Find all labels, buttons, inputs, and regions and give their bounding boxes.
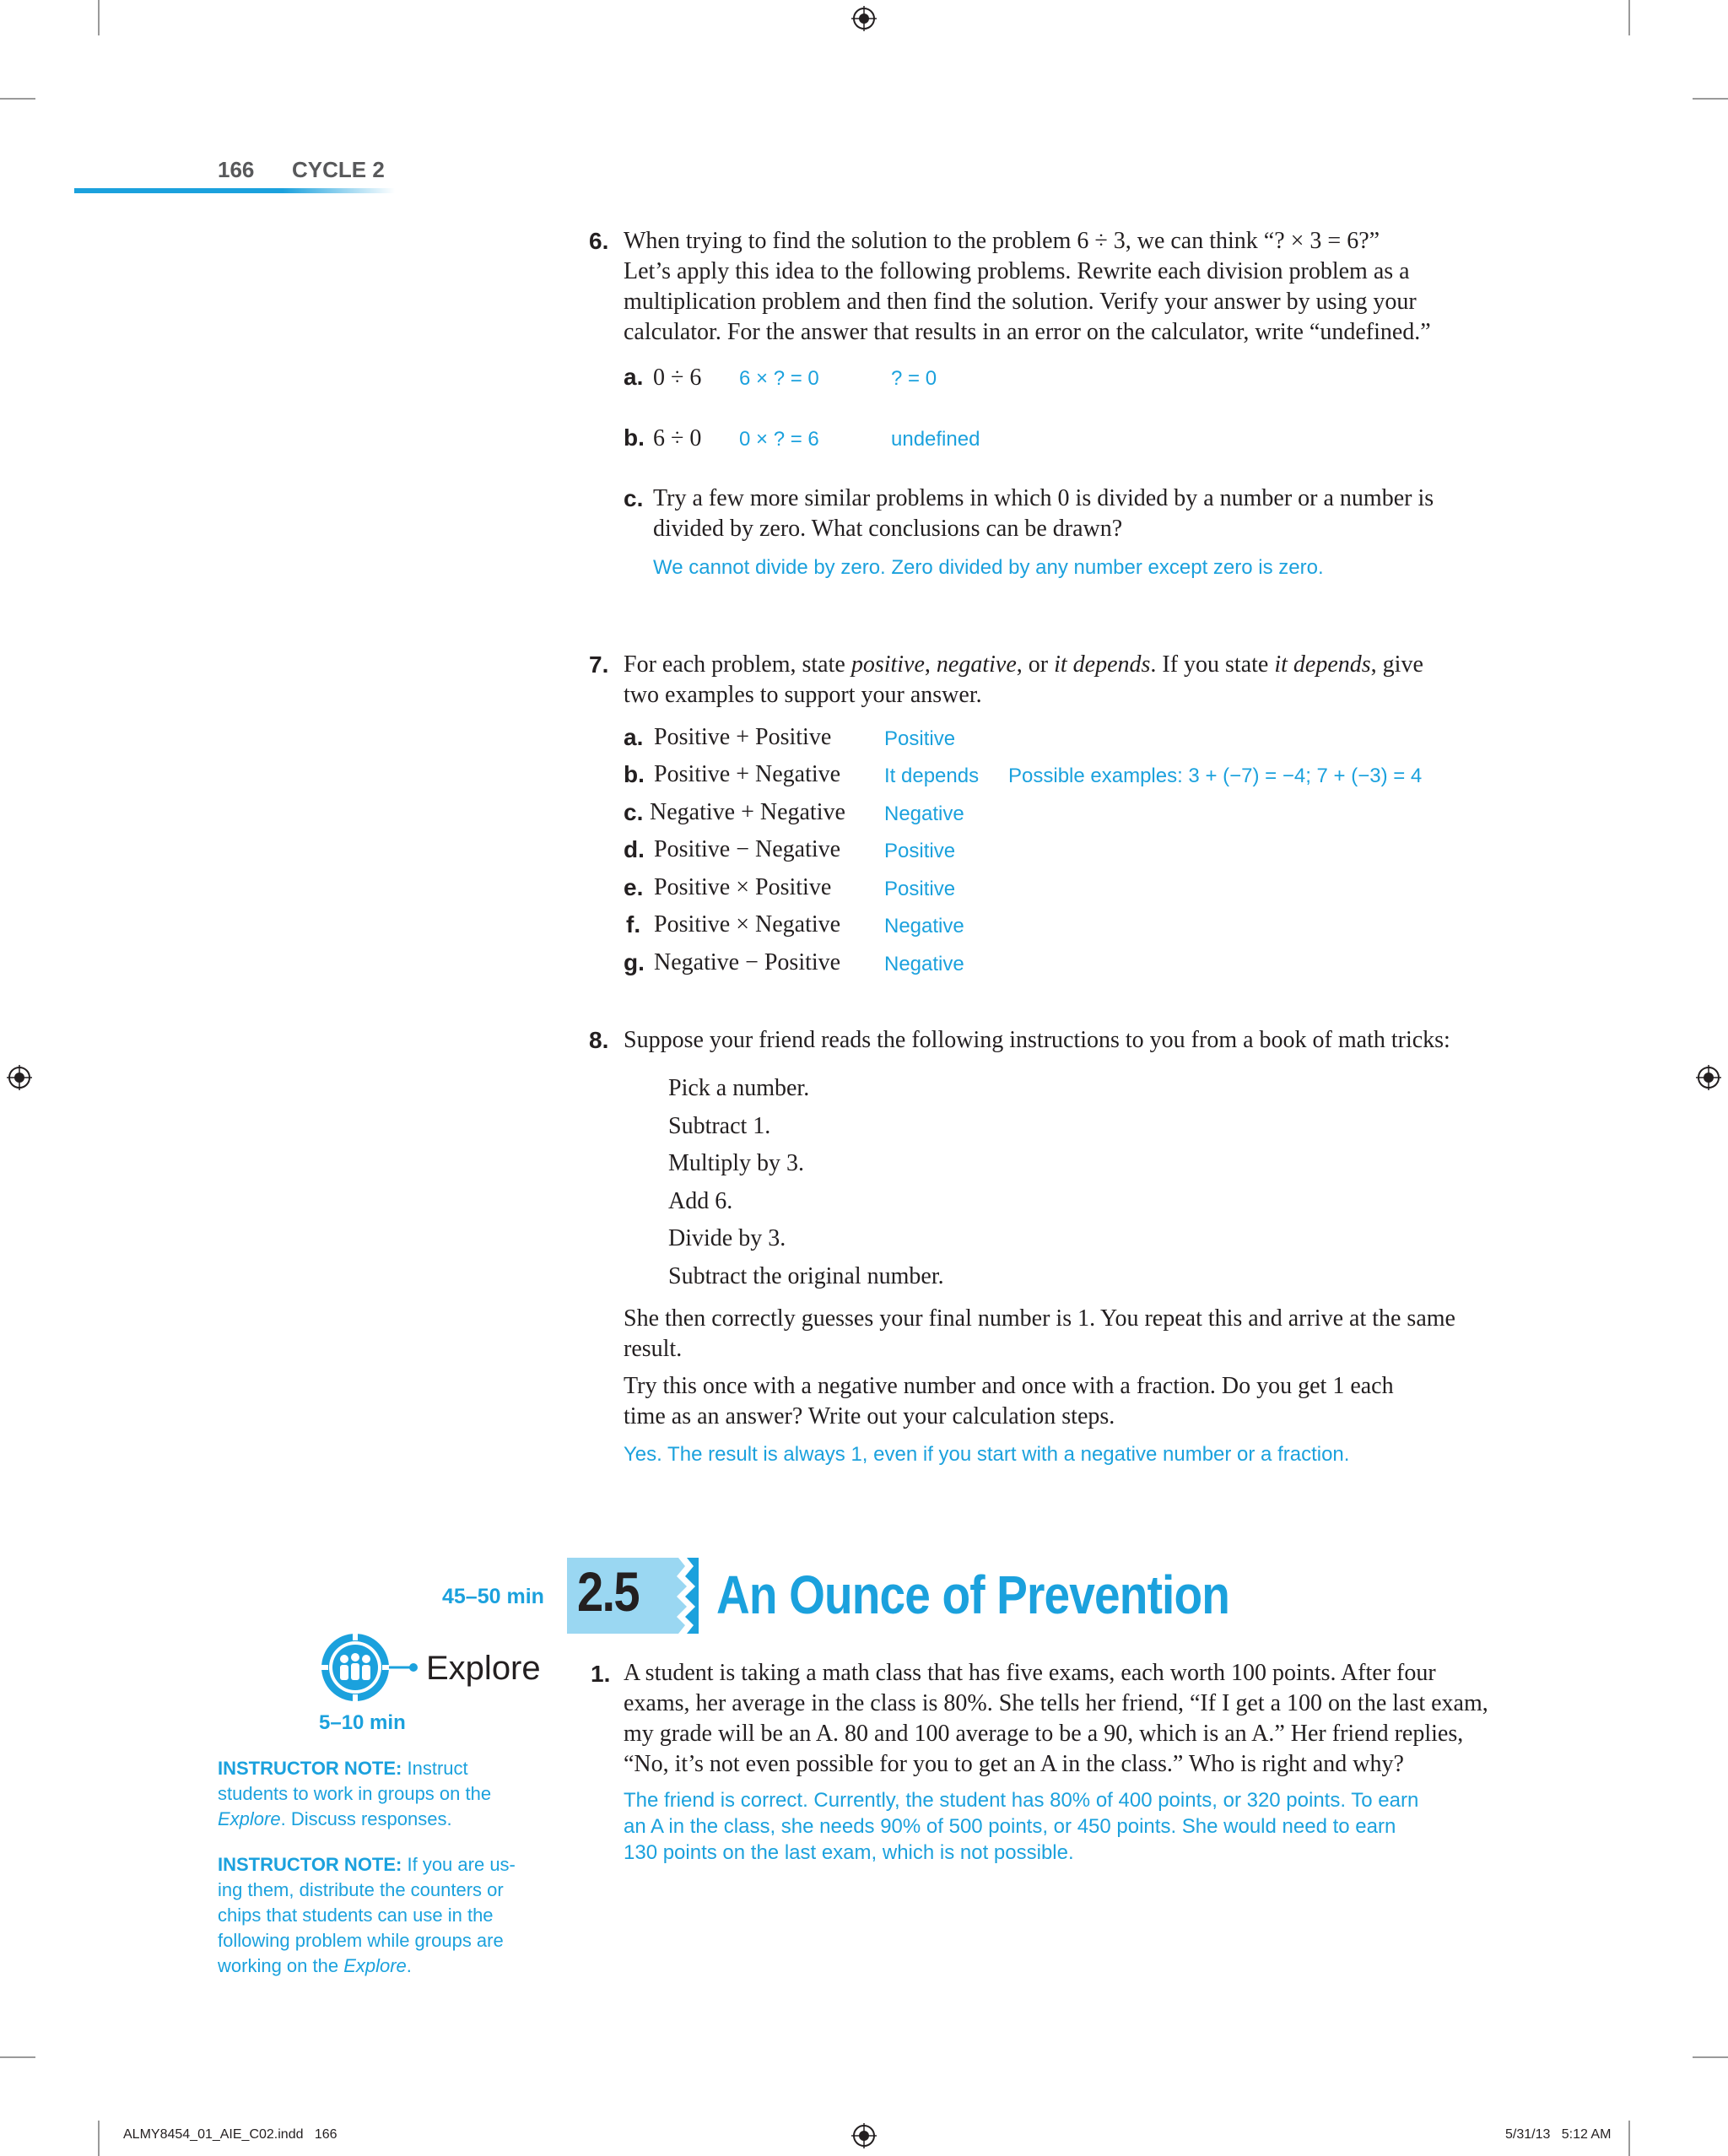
- explore-label: Explore: [426, 1650, 541, 1687]
- text-line: chips that students can use in the: [218, 1905, 494, 1926]
- text-line: “No, it’s not even possible for you to get an A in the class.” Who is right and why?: [624, 1751, 1404, 1777]
- text-line: result.: [624, 1336, 683, 1362]
- text-span: ,: [924, 651, 937, 678]
- paragraph: [624, 1371, 1501, 1432]
- text-line: When trying to find the solution to the problem 6 ÷ 3, we can think “? × 3 = 6?”: [624, 228, 1380, 254]
- instructor-note: [218, 1852, 538, 1979]
- text-span: , or: [1016, 651, 1055, 678]
- problem-text: [624, 1658, 1518, 1780]
- text-span: it depends: [1274, 651, 1371, 678]
- header-rule: [74, 188, 395, 193]
- text-line: [218, 1852, 538, 1878]
- instructor-note: [218, 1756, 538, 1832]
- text-span: .: [406, 1955, 412, 1976]
- item-label: d.: [624, 836, 645, 862]
- answer-text: [624, 1787, 1518, 1866]
- item-expression: Positive + Negative: [654, 761, 841, 787]
- text-line: exams, her average in the class is 80%. She tells her friend, “If I get a 100 on the last exam,: [624, 1690, 1488, 1716]
- registration-mark-icon: [1696, 1065, 1721, 1090]
- problem-text: [624, 650, 1501, 711]
- page-number: 166: [218, 157, 255, 182]
- answer-text: Yes. The result is always 1, even if you start with a negative number or a fraction.: [624, 1443, 1350, 1466]
- crop-mark: [1628, 0, 1630, 35]
- section-time: 45–50 min: [442, 1585, 544, 1608]
- text-line: A student is taking a math class that has five exams, each worth 100 points. After four: [624, 1660, 1436, 1686]
- text-span: If you are us-: [402, 1854, 516, 1875]
- text-line: The friend is correct. Currently, the student has 80% of 400 points, or 320 points. To earn: [624, 1789, 1419, 1812]
- item-label: f.: [626, 911, 641, 938]
- answer-text: ? = 0: [891, 367, 937, 390]
- cycle-heading: CYCLE 2: [292, 157, 385, 182]
- registration-mark-icon: [7, 1065, 32, 1090]
- text-line: my grade will be an A. 80 and 100 average to be a 90, which is an A.” Her friend replies,: [624, 1721, 1464, 1747]
- text-line: Try a few more similar problems in which 0 is divided by a number or a number is: [653, 485, 1434, 511]
- problem-number: 1.: [591, 1661, 611, 1687]
- answer-text: Positive: [884, 840, 956, 862]
- text-line: [218, 1807, 538, 1832]
- registration-mark-icon: [851, 2123, 877, 2148]
- item-expression: Positive × Negative: [654, 911, 841, 938]
- item-label: e.: [624, 874, 644, 900]
- explore-time: 5–10 min: [319, 1711, 406, 1734]
- answer-text: We cannot divide by zero. Zero divided by any number except zero is zero.: [653, 556, 1324, 579]
- text-span: Instruct: [402, 1758, 468, 1779]
- text-line: following problem while groups are: [218, 1930, 504, 1951]
- answer-extra: Possible examples: 3 + (−7) = −4; 7 + (−3) = 4: [1008, 765, 1423, 787]
- text-span: For each problem, state: [624, 651, 851, 678]
- list-item: Subtract the original number.: [668, 1262, 944, 1289]
- text-span: negative: [936, 651, 1017, 678]
- item-label: g.: [624, 949, 645, 975]
- footer-file: ALMY8454_01_AIE_C02.indd 166: [123, 2127, 338, 2142]
- group-explore-icon: [319, 1631, 420, 1704]
- footer-date: 5/31/13 5:12 AM: [1505, 2127, 1612, 2142]
- text-line: multiplication problem and then find the solution. Verify your answer by using your: [624, 289, 1417, 315]
- text-span: Explore: [218, 1808, 281, 1829]
- item-expression: Negative − Positive: [654, 949, 841, 975]
- answer-text: It depends: [884, 765, 980, 787]
- text-line: an A in the class, she needs 90% of 500 points, or 450 points. She would need to earn: [624, 1815, 1396, 1838]
- steps-list: [668, 1070, 944, 1295]
- list-item: Pick a number.: [668, 1075, 810, 1101]
- section-title: An Ounce of Prevention: [716, 1564, 1229, 1625]
- item-expression: 6 ÷ 0: [653, 425, 702, 451]
- item-label: b.: [624, 424, 645, 451]
- text-line: calculator. For the answer that results in an error on the calculator, write “undefined.”: [624, 319, 1431, 345]
- answer-text: 0 × ? = 6: [739, 428, 819, 451]
- text-line: two examples to support your answer.: [624, 682, 982, 708]
- problem-number: 8.: [589, 1027, 609, 1053]
- text-line: Try this once with a negative number and once with a fraction. Do you get 1 each: [624, 1373, 1394, 1399]
- text-span: positive: [850, 651, 925, 678]
- crop-mark: [0, 98, 35, 100]
- item-label: a.: [624, 724, 644, 750]
- item-expression: Positive + Positive: [654, 724, 832, 750]
- crop-mark: [1628, 2121, 1630, 2156]
- list-item: Add 6.: [668, 1187, 733, 1214]
- text-line: students to work in groups on the: [218, 1783, 492, 1804]
- paragraph: [624, 1304, 1501, 1364]
- problem-number: 7.: [589, 651, 609, 678]
- item-expression: Negative + Negative: [650, 799, 845, 825]
- problem-text: [624, 226, 1501, 348]
- registration-mark-icon: [851, 6, 877, 31]
- item-expression: Positive − Negative: [654, 836, 841, 862]
- answer-text: Negative: [884, 915, 964, 938]
- list-item: Divide by 3.: [668, 1225, 786, 1251]
- text-span: . Discuss responses.: [280, 1808, 452, 1829]
- item-expression: Positive × Positive: [654, 874, 832, 900]
- answer-text: Negative: [884, 802, 964, 825]
- item-text: [653, 484, 1505, 544]
- text-line: divided by zero. What conclusions can be drawn?: [653, 516, 1123, 542]
- crop-mark: [0, 2056, 35, 2058]
- text-span: it depends: [1054, 651, 1151, 678]
- answer-text: Negative: [884, 953, 964, 975]
- text-line: Let’s apply this idea to the following problems. Rewrite each division problem as a: [624, 258, 1410, 284]
- item-expression: 0 ÷ 6: [653, 365, 702, 391]
- crop-mark: [98, 0, 100, 35]
- answer-text: 6 × ? = 0: [739, 367, 819, 390]
- text-line: She then correctly guesses your final number is 1. You repeat this and arrive at the same: [624, 1305, 1455, 1332]
- section-number: 2.5: [577, 1560, 639, 1623]
- problem-number: 6.: [589, 228, 609, 254]
- item-label: a.: [624, 364, 644, 390]
- text-line: ing them, distribute the counters or: [218, 1879, 504, 1900]
- text-line: [624, 650, 1501, 680]
- crop-mark: [1693, 2056, 1728, 2058]
- problem-text: Suppose your friend reads the following instructions to you from a book of math tricks:: [624, 1027, 1450, 1053]
- item-label: b.: [624, 761, 645, 787]
- text-span: working on the: [218, 1955, 344, 1976]
- list-item: Multiply by 3.: [668, 1150, 805, 1176]
- text-line: [218, 1953, 538, 1979]
- crop-mark: [98, 2121, 100, 2156]
- text-span: , give: [1370, 651, 1423, 678]
- text-line: [218, 1756, 538, 1781]
- text-span: Explore: [343, 1955, 407, 1976]
- answer-text: Positive: [884, 727, 956, 750]
- item-label: c.: [624, 799, 644, 825]
- note-label: INSTRUCTOR NOTE:: [218, 1854, 402, 1875]
- text-line: time as an answer? Write out your calculation steps.: [624, 1403, 1115, 1429]
- note-label: INSTRUCTOR NOTE:: [218, 1758, 402, 1779]
- text-line: 130 points on the last exam, which is not possible.: [624, 1841, 1074, 1864]
- crop-mark: [1693, 98, 1728, 100]
- answer-text: Positive: [884, 878, 956, 900]
- answer-text: undefined: [891, 428, 980, 451]
- list-item: Subtract 1.: [668, 1112, 771, 1139]
- text-span: . If you state: [1150, 651, 1275, 678]
- item-label: c.: [624, 485, 644, 511]
